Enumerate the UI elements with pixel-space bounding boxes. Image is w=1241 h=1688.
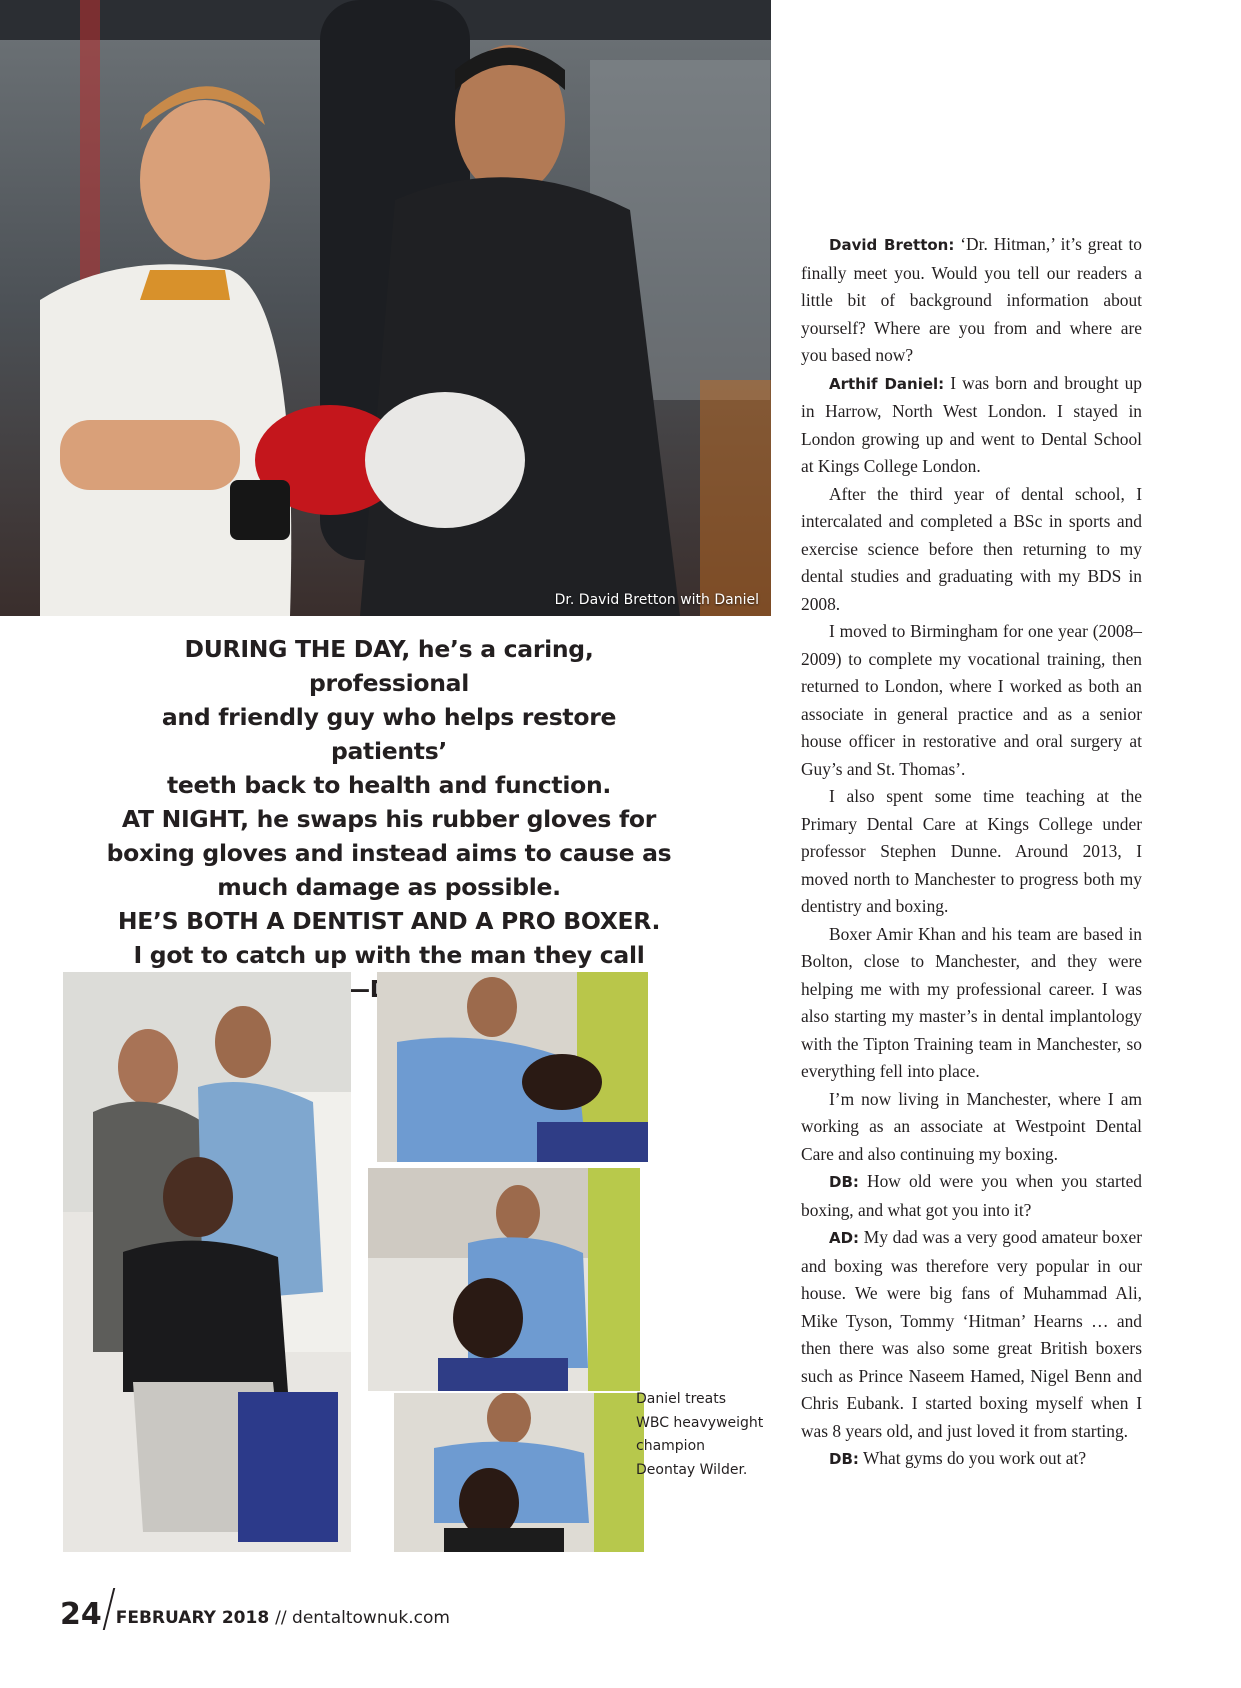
dental-treatment-photo-1 <box>377 972 648 1162</box>
article-paragraph <box>801 783 1142 921</box>
article-paragraph <box>801 370 1142 481</box>
paragraph-text: ‘Dr. Hitman,’ it’s great to finally meet you. Would you tell our readers a little bit of background information about yourself? Where are you from and where are you based now? <box>801 234 1142 365</box>
paragraph-text: How old were you when you started boxing, and what got you into it? <box>801 1171 1142 1220</box>
boxing-gym-photo <box>0 0 771 616</box>
hero-photo <box>0 0 771 616</box>
paragraph-text: What gyms do you work out at? <box>862 1448 1087 1468</box>
paragraph-text: I also spent some time teaching at the Primary Dental Care at Kings College under professor Stephen Dunne. Around 2013, I moved north to Manchester to progress both my dentistry and boxing. <box>801 786 1142 916</box>
article-paragraph <box>801 481 1142 619</box>
paragraph-text: I moved to Birmingham for one year (2008–2009) to complete my vocational training, then returned to London, where I worked as both an associate in general practice and as a senior house officer in restorative and oral surgery at Guy’s and St. Thomas’. <box>801 621 1142 779</box>
page-number: 24 <box>60 1597 102 1632</box>
clinic-group-photo <box>63 972 351 1552</box>
article-paragraph <box>801 1445 1142 1474</box>
caption-line: Deontay Wilder. <box>636 1461 748 1478</box>
paragraph-text: I’m now living in Manchester, where I am working as an associate at Westpoint Dental Care and also continuing my boxing. <box>801 1088 1142 1164</box>
article-paragraph <box>801 921 1142 1086</box>
article-body <box>801 231 1142 1474</box>
website-link[interactable]: // dentaltownuk.com <box>275 1608 450 1628</box>
dental-treatment-photo-2 <box>368 1168 640 1391</box>
pull-quote-line: and friendly guy who helps restore patients’ <box>161 703 617 765</box>
caption-line: Daniel treats <box>636 1391 726 1407</box>
pull-quote-line: teeth back to health and function. <box>166 771 612 799</box>
speaker-label: DB: <box>829 1450 859 1468</box>
speaker-label: DB: <box>829 1173 859 1191</box>
pull-quote-line: boxing gloves and instead aims to cause as <box>106 839 672 867</box>
caption-line: WBC heavyweight <box>636 1414 764 1431</box>
dental-treatment-photo-3 <box>394 1393 644 1552</box>
paragraph-text: After the third year of dental school, I intercalated and completed a BSc in sports and exercise science before then returning to my dental studies and graduating with my BDS in 2008. <box>801 483 1142 614</box>
pull-quote-line: I got to catch up with the man they call <box>133 941 645 969</box>
pull-quote-line: HE’S BOTH A DENTIST AND A PRO BOXER. <box>117 907 661 935</box>
pull-quote-line: much damage as possible. <box>217 873 561 901</box>
hero-photo-caption: Dr. David Bretton with Daniel <box>554 592 759 608</box>
article-paragraph <box>801 231 1142 370</box>
pull-quote <box>105 632 673 1006</box>
caption-line: champion <box>636 1438 706 1454</box>
article-paragraph <box>801 1224 1142 1445</box>
article-paragraph <box>801 1086 1142 1169</box>
paragraph-text: Boxer Amir Khan and his team are based in Bolton, close to Manchester, and they were helping me with my professional career. I was also starting my master’s in dental implantology with the Tipton Training team in Manchester, so everything fell into place. <box>801 923 1142 1081</box>
treatment-photos-caption <box>636 1388 768 1482</box>
article-paragraph <box>801 618 1142 783</box>
footer-slash-divider <box>103 1588 115 1630</box>
speaker-label: Arthif Daniel: <box>829 374 945 393</box>
page-footer <box>60 1588 450 1630</box>
speaker-label: AD: <box>829 1229 860 1247</box>
speaker-label: David Bretton: <box>829 236 955 254</box>
issue-date: FEBRUARY 2018 <box>115 1608 270 1628</box>
pull-quote-line: DURING THE DAY, he’s a caring, professional <box>184 635 594 697</box>
pull-quote-line: AT NIGHT, he swaps his rubber gloves for <box>121 805 657 833</box>
paragraph-text: My dad was a very good amateur boxer and boxing was therefore very popular in our house. We were big fans of Muhammad Ali, Mike Tyson, Tommy ‘Hitman’ Hearns … and then there was also some great British boxers such as Prince Naseem Hamed, Nigel Benn and Chris Eubank. I started boxing myself when I was 8 years old, and just loved it from starting. <box>801 1227 1142 1441</box>
paragraph-text: I was born and brought up in Harrow, North West London. I stayed in London growing up and went to Dental School at Kings College London. <box>801 372 1142 476</box>
article-paragraph <box>801 1168 1142 1224</box>
